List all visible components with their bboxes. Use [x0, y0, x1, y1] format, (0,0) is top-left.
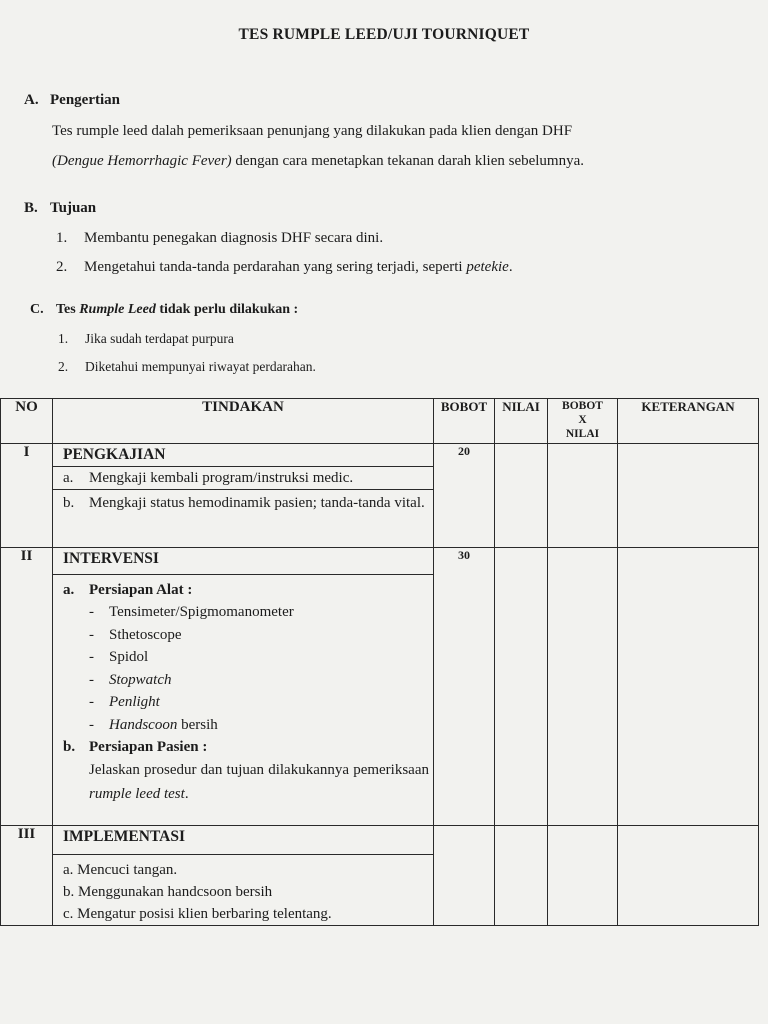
- section-a-paragraph: [52, 116, 724, 176]
- section-b-heading: [24, 200, 96, 217]
- tool-text: Sthetoscope: [109, 626, 182, 643]
- row-no-iii: III: [1, 826, 53, 926]
- row-iii-keterangan: [618, 826, 759, 926]
- tool-item: [53, 646, 433, 669]
- section-c-heading: [30, 302, 298, 318]
- row-iii-nilai: [495, 826, 548, 926]
- row-i-item-b-text: Mengkaji status hemodinamik pasien; tanda-tanda vital.: [89, 495, 425, 511]
- condition-num-2: 2.: [58, 359, 69, 374]
- header-keterangan: KETERANGAN: [618, 399, 759, 444]
- row-i-item-a: [53, 467, 433, 489]
- row-ii-b-text-italic: rumple leed test: [89, 786, 185, 802]
- tujuan-italic-2: petekie: [466, 259, 509, 275]
- tool-dash: -: [89, 671, 94, 688]
- row-ii-a-label: a.: [63, 582, 75, 598]
- table-row: [1, 826, 759, 926]
- tool-item: [53, 624, 433, 647]
- row-i-keterangan: [618, 444, 759, 548]
- row-i-item-b-label: b.: [63, 495, 75, 511]
- row-i-bobot: 20: [434, 444, 495, 548]
- section-a-line-1: Tes rumple leed dalah pemeriksaan penunjang yang dilakukan pada klien dengan DHF: [52, 123, 573, 139]
- condition-text-2: Diketahui mempunyai riwayat perdarahan.: [85, 359, 316, 374]
- row-ii-b-title: Persiapan Pasien :: [89, 739, 208, 755]
- row-ii-b-label: b.: [63, 739, 76, 755]
- tool-text: Penlight: [109, 694, 160, 710]
- tool-text: Spidol: [109, 649, 149, 665]
- row-i-bobot-x-nilai: [548, 444, 618, 548]
- condition-num-1: 1.: [58, 331, 69, 346]
- header-tindakan: TINDAKAN: [53, 399, 434, 444]
- row-i-item-b: [53, 489, 433, 514]
- table-row: [1, 444, 759, 548]
- document-title: TES RUMPLE LEED/UJI TOURNIQUET: [238, 26, 530, 43]
- section-a-letter: A.: [24, 92, 39, 108]
- tool-dash: -: [89, 604, 94, 620]
- row-ii-b-text-end: .: [184, 786, 189, 802]
- header-bxn-line-3: NILAI: [565, 428, 600, 440]
- row-ii-keterangan: [618, 548, 759, 826]
- tujuan-num-2: 2.: [56, 259, 68, 275]
- tool-item: [53, 714, 433, 737]
- section-a-line-2-rest: dengan cara menetapkan tekanan darah klien sebelumnya.: [231, 153, 585, 169]
- row-ii-b-text: [53, 758, 433, 806]
- row-i-heading: PENGKAJIAN: [53, 444, 433, 467]
- tool-text: Stopwatch: [109, 671, 172, 688]
- tool-item: [53, 691, 433, 714]
- section-b-title: Tujuan: [50, 200, 97, 216]
- tool-dash: -: [89, 649, 94, 665]
- row-ii-a: [53, 575, 433, 601]
- section-a-italic: (Dengue Hemorrhagic Fever): [52, 153, 232, 169]
- row-iii-bobot: [434, 826, 495, 926]
- row-no-i: I: [1, 444, 53, 548]
- implementasi-item: c. Mengatur posisi klien berbaring telentang.: [63, 906, 332, 922]
- implementasi-item: b. Menggunakan handcsoon bersih: [63, 884, 273, 900]
- table-row: [1, 548, 759, 826]
- tool-dash: -: [89, 694, 94, 710]
- condition-item-1: [58, 331, 234, 347]
- checklist-table: [0, 398, 759, 926]
- row-iii-bobot-x-nilai: [548, 826, 618, 926]
- row-i-nilai: [495, 444, 548, 548]
- row-ii-tindakan: [53, 548, 434, 826]
- tujuan-item-2: [56, 259, 513, 276]
- header-bxn-line-2: X: [578, 414, 587, 426]
- row-i-tindakan: [53, 444, 434, 548]
- tujuan-num-1: 1.: [56, 230, 68, 246]
- tujuan-end-2: .: [508, 259, 513, 275]
- condition-text-1: Jika sudah terdapat purpura: [85, 331, 234, 346]
- implementasi-item: a. Mencuci tangan.: [63, 862, 178, 878]
- header-bxn-line-1: BOBOT: [562, 400, 603, 412]
- row-ii-b: [53, 736, 433, 758]
- section-a-line-2: [52, 146, 724, 176]
- row-i-item-a-label: a.: [63, 470, 74, 486]
- tool-item: [53, 669, 433, 692]
- row-ii-a-title: Persiapan Alat :: [89, 582, 193, 598]
- row-iii-tindakan: [53, 826, 434, 926]
- tujuan-text-2: Mengetahui tanda-tanda perdarahan yang sering terjadi, seperti: [84, 259, 467, 275]
- row-ii-bobot-x-nilai: [548, 548, 618, 826]
- header-bobot: BOBOT: [434, 399, 495, 444]
- row-iii-heading: IMPLEMENTASI: [53, 826, 433, 855]
- header-bobot-x-nilai: [548, 399, 618, 444]
- tool-dash: -: [89, 626, 94, 643]
- tool-dash: -: [89, 716, 94, 733]
- section-c-title-post: tidak perlu dilakukan :: [155, 302, 299, 317]
- row-ii-b-text-main: Jelaskan prosedur dan tujuan dilakukannya pemeriksaan: [89, 762, 429, 778]
- row-ii-heading: INTERVENSI: [53, 548, 433, 575]
- tool-item: [53, 601, 433, 624]
- header-nilai: NILAI: [495, 399, 548, 444]
- tujuan-item-1: [56, 230, 383, 247]
- tujuan-text-1: Membantu penegakan diagnosis DHF secara dini.: [84, 230, 384, 246]
- section-a-title: Pengertian: [50, 92, 120, 108]
- tool-text-italic: Handscoon: [109, 716, 178, 733]
- tool-text-rest: bersih: [177, 716, 218, 733]
- row-i-item-a-text: Mengkaji kembali program/instruksi medic.: [89, 470, 354, 486]
- section-c-title-italic: Rumple Leed: [79, 302, 156, 317]
- section-a-heading: [24, 92, 120, 109]
- condition-item-2: [58, 359, 316, 375]
- tool-text: Tensimeter/Spigmomanometer: [109, 604, 294, 620]
- header-no: NO: [1, 399, 53, 444]
- section-b-letter: B.: [24, 200, 38, 216]
- row-no-ii: II: [1, 548, 53, 826]
- row-ii-bobot: 30: [434, 548, 495, 826]
- row-ii-nilai: [495, 548, 548, 826]
- section-c-letter: C.: [30, 302, 44, 317]
- section-c-title-pre: Tes: [56, 302, 80, 317]
- table-header-row: [1, 399, 759, 444]
